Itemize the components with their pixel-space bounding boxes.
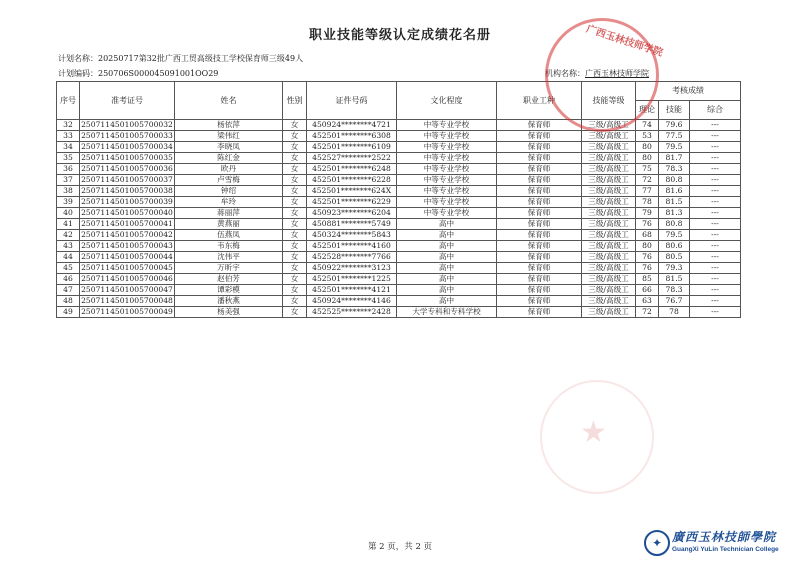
gender-cell: 女: [283, 175, 307, 186]
exam-no-cell: 2507114501005700040: [81, 208, 173, 217]
overall-score-cell: ---: [690, 186, 741, 197]
theory-score-cell: 76: [636, 219, 659, 230]
occupation-cell: 保育师: [497, 208, 582, 219]
overall-score-cell: ---: [690, 208, 741, 219]
overall-score-cell: ---: [690, 296, 741, 307]
header-name: 姓名: [175, 82, 283, 120]
header-occupation: 职业工种: [497, 82, 582, 120]
theory-score-cell: 76: [636, 263, 659, 274]
org-label: 机构名称：: [545, 69, 585, 78]
header-exam-no: 准考证号: [80, 82, 175, 120]
skill-score-cell: 81.5: [659, 197, 690, 208]
occupation-cell: 保育师: [497, 197, 582, 208]
cert-no-cell: 452501********6229: [307, 197, 397, 208]
header-score-group: 考核成绩: [636, 82, 741, 101]
name-cell: 李晓凤: [175, 142, 283, 153]
cert-no-cell: 452527********2522: [307, 153, 397, 164]
education-cell: 高中: [397, 219, 497, 230]
theory-score-cell: 79: [636, 208, 659, 219]
exam-no-cell: 2507114501005700048: [81, 296, 173, 305]
education-cell: 中等专业学校: [397, 142, 497, 153]
theory-score-cell: 63: [636, 296, 659, 307]
name-cell: 牟玲: [175, 197, 283, 208]
exam-no-cell: 2507114501005700033: [81, 131, 173, 140]
roster-body: [57, 120, 741, 318]
overall-score-cell: ---: [690, 164, 741, 175]
gender-cell: 女: [283, 186, 307, 197]
theory-score-cell: 77: [636, 186, 659, 197]
level-cell: 三级/高级工: [582, 153, 636, 164]
gender-cell: 女: [283, 197, 307, 208]
table-row: [57, 285, 741, 296]
cert-no-cell: 452528********7766: [307, 252, 397, 263]
skill-score-cell: 79.5: [659, 230, 690, 241]
table-row: [57, 142, 741, 153]
level-cell: 三级/高级工: [582, 296, 636, 307]
skill-score-cell: 78.3: [659, 285, 690, 296]
gender-cell: 女: [283, 307, 307, 318]
header-education: 文化程度: [397, 82, 497, 120]
name-cell: 卢雪梅: [175, 175, 283, 186]
occupation-cell: 保育师: [497, 263, 582, 274]
skill-score-cell: 79.6: [659, 120, 690, 131]
overall-score-cell: ---: [690, 252, 741, 263]
education-cell: 高中: [397, 296, 497, 307]
overall-score-cell: ---: [690, 153, 741, 164]
cert-no-cell: 452501********1225: [307, 274, 397, 285]
seq-cell: 35: [57, 153, 80, 164]
gender-cell: 女: [283, 131, 307, 142]
theory-score-cell: 53: [636, 131, 659, 142]
table-row: [57, 230, 741, 241]
theory-score-cell: 72: [636, 175, 659, 186]
name-cell: 谭彩模: [175, 285, 283, 296]
overall-score-cell: ---: [690, 142, 741, 153]
gender-cell: 女: [283, 153, 307, 164]
table-row: [57, 252, 741, 263]
header-skill: 技能: [659, 101, 690, 120]
occupation-cell: 保育师: [497, 164, 582, 175]
education-cell: 高中: [397, 274, 497, 285]
table-row: [57, 186, 741, 197]
exam-no-cell: 2507114501005700042: [81, 230, 173, 239]
education-cell: 高中: [397, 241, 497, 252]
gender-cell: 女: [283, 296, 307, 307]
name-cell: 万昕宇: [175, 263, 283, 274]
skill-score-cell: 77.5: [659, 131, 690, 142]
gender-cell: 女: [283, 241, 307, 252]
cert-no-cell: 452501********624X: [307, 186, 397, 197]
name-cell: 钟绍: [175, 186, 283, 197]
exam-no-cell: 2507114501005700045: [81, 263, 173, 272]
theory-score-cell: 85: [636, 274, 659, 285]
cert-no-cell: 450924********4146: [307, 296, 397, 307]
plan-code: 计划编码：250706S000045091001OO29: [58, 69, 219, 78]
cert-no-cell: 450881********5749: [307, 219, 397, 230]
exam-no-cell: 2507114501005700043: [81, 241, 173, 250]
gender-cell: 女: [283, 208, 307, 219]
seq-cell: 36: [57, 164, 80, 175]
exam-no-cell: 2507114501005700035: [81, 153, 173, 162]
level-cell: 三级/高级工: [582, 142, 636, 153]
seal-text: 广西玉林技师学院: [584, 23, 665, 59]
exam-no-cell: 2507114501005700038: [81, 186, 173, 195]
education-cell: 高中: [397, 263, 497, 274]
table-row: [57, 274, 741, 285]
occupation-cell: 保育师: [497, 285, 582, 296]
theory-score-cell: 80: [636, 241, 659, 252]
seq-cell: 43: [57, 241, 80, 252]
skill-score-cell: 76.7: [659, 296, 690, 307]
name-cell: 杨依萍: [175, 120, 283, 131]
table-row: [57, 153, 741, 164]
name-cell: 韦东梅: [175, 241, 283, 252]
occupation-cell: 保育师: [497, 142, 582, 153]
gender-cell: 女: [283, 230, 307, 241]
skill-score-cell: 78: [659, 307, 690, 318]
exam-no-cell: 2507114501005700032: [81, 120, 173, 129]
seq-cell: 42: [57, 230, 80, 241]
education-cell: 中等专业学校: [397, 197, 497, 208]
level-cell: 三级/高级工: [582, 208, 636, 219]
seq-cell: 39: [57, 197, 80, 208]
page-number: 第 2 页，共 2 页: [367, 542, 433, 552]
education-cell: 高中: [397, 285, 497, 296]
page-title: 职业技能等级认定成绩花名册: [308, 28, 491, 43]
skill-score-cell: 79.5: [659, 142, 690, 153]
exam-no-cell: 2507114501005700037: [81, 175, 173, 184]
table-row: [57, 296, 741, 307]
occupation-cell: 保育师: [497, 274, 582, 285]
occupation-cell: 保育师: [497, 241, 582, 252]
theory-score-cell: 68: [636, 230, 659, 241]
education-cell: 高中: [397, 230, 497, 241]
exam-no-cell: 2507114501005700044: [81, 252, 173, 261]
seq-cell: 33: [57, 131, 80, 142]
table-row: [57, 164, 741, 175]
cert-no-cell: 452501********6248: [307, 164, 397, 175]
skill-score-cell: 80.6: [659, 241, 690, 252]
name-cell: 杨美强: [175, 307, 283, 318]
cert-no-cell: 452525********2428: [307, 307, 397, 318]
organization: [545, 68, 649, 79]
org-name: 广西玉林技师学院: [585, 69, 649, 78]
name-cell: 梁伟红: [175, 131, 283, 142]
exam-no-cell: 2507114501005700047: [81, 285, 173, 294]
name-cell: 赵伯芳: [175, 274, 283, 285]
header-cert-no: 证件号码: [307, 82, 397, 120]
gender-cell: 女: [283, 263, 307, 274]
theory-score-cell: 66: [636, 285, 659, 296]
occupation-cell: 保育师: [497, 219, 582, 230]
header-theory: 理论: [636, 101, 659, 120]
education-cell: 中等专业学校: [397, 120, 497, 131]
education-cell: 中等专业学校: [397, 208, 497, 219]
cert-no-cell: 452501********6109: [307, 142, 397, 153]
header-overall: 综合: [690, 101, 741, 120]
theory-score-cell: 74: [636, 120, 659, 131]
exam-no-cell: 2507114501005700034: [81, 142, 173, 151]
education-cell: 高中: [397, 252, 497, 263]
overall-score-cell: ---: [690, 274, 741, 285]
occupation-cell: 保育师: [497, 252, 582, 263]
level-cell: 三级/高级工: [582, 164, 636, 175]
gender-cell: 女: [283, 285, 307, 296]
level-cell: 三级/高级工: [582, 241, 636, 252]
name-cell: 黄燕丽: [175, 219, 283, 230]
table-row: [57, 263, 741, 274]
education-cell: 中等专业学校: [397, 164, 497, 175]
skill-score-cell: 81.3: [659, 208, 690, 219]
seq-cell: 37: [57, 175, 80, 186]
gender-cell: 女: [283, 142, 307, 153]
level-cell: 三级/高级工: [582, 252, 636, 263]
level-cell: 三级/高级工: [582, 131, 636, 142]
skill-score-cell: 80.8: [659, 219, 690, 230]
header-gender: 性别: [283, 82, 307, 120]
name-cell: 潘秋燕: [175, 296, 283, 307]
cert-no-cell: 450324********5843: [307, 230, 397, 241]
occupation-cell: 保育师: [497, 307, 582, 318]
exam-no-cell: 2507114501005700041: [81, 219, 173, 228]
name-cell: 陈红金: [175, 153, 283, 164]
exam-no-cell: 2507114501005700039: [81, 197, 173, 206]
theory-score-cell: 78: [636, 197, 659, 208]
college-name-en: GuangXi YuLin Technician College: [672, 546, 779, 553]
occupation-cell: 保育师: [497, 230, 582, 241]
exam-no-cell: 2507114501005700036: [81, 164, 173, 173]
cert-no-cell: 452501********4160: [307, 241, 397, 252]
level-cell: 三级/高级工: [582, 219, 636, 230]
table-row: [57, 241, 741, 252]
seq-cell: 44: [57, 252, 80, 263]
cert-no-cell: 452501********6308: [307, 131, 397, 142]
gender-cell: 女: [283, 274, 307, 285]
table-row: [57, 208, 741, 219]
plan-name: 计划名称：20250717第32批广西工贸高级技工学校保育师三级49人: [58, 54, 304, 63]
header-level: 技能等级: [582, 82, 636, 120]
skill-score-cell: 80.8: [659, 175, 690, 186]
gender-cell: 女: [283, 219, 307, 230]
skill-score-cell: 81.5: [659, 274, 690, 285]
name-cell: 伍燕凤: [175, 230, 283, 241]
level-cell: 三级/高级工: [582, 120, 636, 131]
seq-cell: 46: [57, 274, 80, 285]
cert-no-cell: 450922********3123: [307, 263, 397, 274]
education-cell: 中等专业学校: [397, 186, 497, 197]
occupation-cell: 保育师: [497, 131, 582, 142]
overall-score-cell: ---: [690, 120, 741, 131]
gender-cell: 女: [283, 252, 307, 263]
seq-cell: 32: [57, 120, 80, 131]
occupation-cell: 保育师: [497, 296, 582, 307]
level-cell: 三级/高级工: [582, 230, 636, 241]
overall-score-cell: ---: [690, 230, 741, 241]
cert-no-cell: 452501********4121: [307, 285, 397, 296]
theory-score-cell: 75: [636, 164, 659, 175]
education-cell: 中等专业学校: [397, 131, 497, 142]
level-cell: 三级/高级工: [582, 263, 636, 274]
table-row: [57, 219, 741, 230]
cert-no-cell: 452501********6228: [307, 175, 397, 186]
theory-score-cell: 76: [636, 252, 659, 263]
overall-score-cell: ---: [690, 197, 741, 208]
college-logo: [644, 528, 794, 558]
occupation-cell: 保育师: [497, 120, 582, 131]
overall-score-cell: ---: [690, 307, 741, 318]
watermark-star-icon: ★: [580, 415, 607, 450]
skill-score-cell: 81.7: [659, 153, 690, 164]
seq-cell: 48: [57, 296, 80, 307]
college-emblem-icon: ✦: [644, 530, 670, 556]
seq-cell: 47: [57, 285, 80, 296]
level-cell: 三级/高级工: [582, 186, 636, 197]
seq-cell: 40: [57, 208, 80, 219]
name-cell: 沈伟平: [175, 252, 283, 263]
seq-cell: 41: [57, 219, 80, 230]
level-cell: 三级/高级工: [582, 285, 636, 296]
table-row: [57, 307, 741, 318]
overall-score-cell: ---: [690, 263, 741, 274]
level-cell: 三级/高级工: [582, 197, 636, 208]
cert-no-cell: 450924********4721: [307, 120, 397, 131]
overall-score-cell: ---: [690, 241, 741, 252]
level-cell: 三级/高级工: [582, 274, 636, 285]
seq-cell: 49: [57, 307, 80, 318]
occupation-cell: 保育师: [497, 175, 582, 186]
overall-score-cell: ---: [690, 131, 741, 142]
theory-score-cell: 80: [636, 142, 659, 153]
seq-cell: 34: [57, 142, 80, 153]
education-cell: 中等专业学校: [397, 175, 497, 186]
overall-score-cell: ---: [690, 285, 741, 296]
name-cell: 蒋丽萍: [175, 208, 283, 219]
exam-no-cell: 2507114501005700046: [81, 274, 173, 283]
gender-cell: 女: [283, 164, 307, 175]
level-cell: 三级/高级工: [582, 175, 636, 186]
skill-score-cell: 80.5: [659, 252, 690, 263]
score-roster-table: [56, 81, 741, 318]
overall-score-cell: ---: [690, 175, 741, 186]
table-row: [57, 175, 741, 186]
occupation-cell: 保育师: [497, 186, 582, 197]
college-name-cn: 廣西玉林技師學院: [672, 530, 777, 544]
occupation-cell: 保育师: [497, 153, 582, 164]
table-row: [57, 197, 741, 208]
gender-cell: 女: [283, 120, 307, 131]
cert-no-cell: 450923********6204: [307, 208, 397, 219]
skill-score-cell: 78.3: [659, 164, 690, 175]
table-row: [57, 120, 741, 131]
table-row: [57, 131, 741, 142]
education-cell: 中等专业学校: [397, 153, 497, 164]
seq-cell: 45: [57, 263, 80, 274]
theory-score-cell: 80: [636, 153, 659, 164]
skill-score-cell: 81.6: [659, 186, 690, 197]
education-cell: 大学专科和专科学校: [397, 307, 497, 318]
level-cell: 三级/高级工: [582, 307, 636, 318]
exam-no-cell: 2507114501005700049: [81, 307, 173, 316]
name-cell: 欧丹: [175, 164, 283, 175]
theory-score-cell: 72: [636, 307, 659, 318]
overall-score-cell: ---: [690, 219, 741, 230]
seq-cell: 38: [57, 186, 80, 197]
header-seq: 序号: [57, 82, 80, 120]
skill-score-cell: 79.3: [659, 263, 690, 274]
